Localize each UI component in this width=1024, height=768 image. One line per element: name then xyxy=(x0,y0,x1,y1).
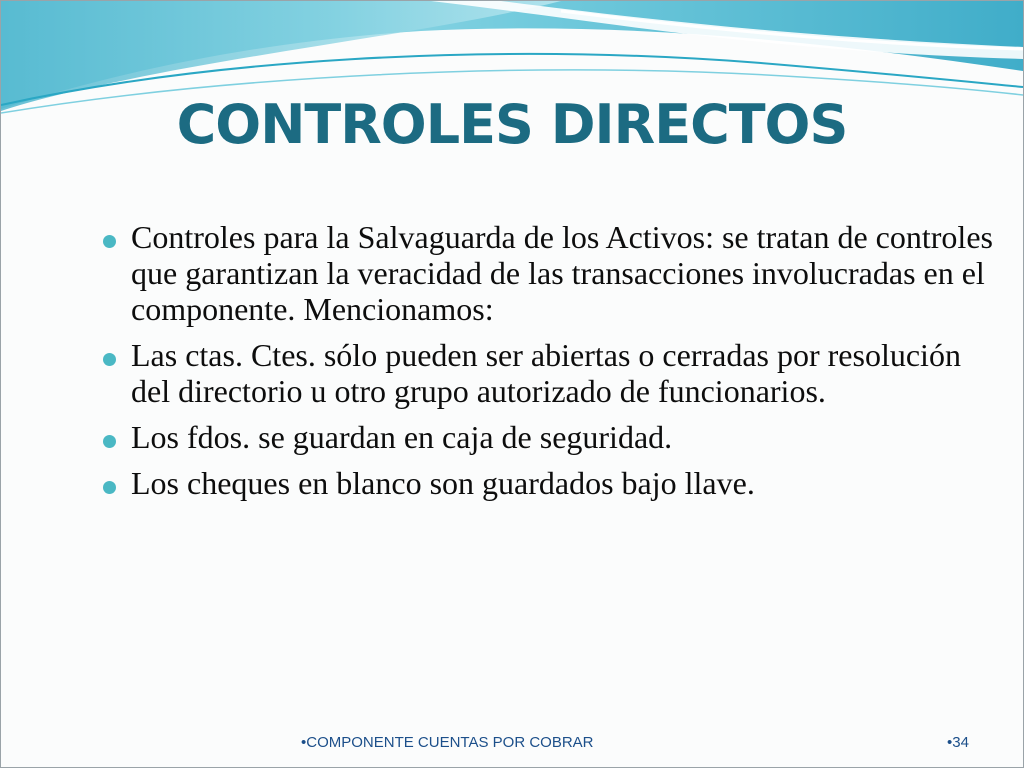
bullet-dot-icon xyxy=(103,235,116,248)
bullet-dot-icon xyxy=(103,353,116,366)
bullet-text: Las ctas. Ctes. sólo pueden ser abiertas o cerradas por resolución del directorio u otro grupo autorizado de funcionarios. xyxy=(131,337,961,409)
footer-text: •COMPONENTE CUENTAS POR COBRAR xyxy=(301,734,594,751)
bullet-dot-icon xyxy=(103,435,116,448)
bullet-item xyxy=(101,219,1001,327)
bullet-item xyxy=(101,337,1001,409)
bullet-list xyxy=(101,219,1001,511)
page-number: •34 xyxy=(947,734,969,751)
bullet-text: Controles para la Salvaguarda de los Activos: se tratan de controles que garantizan la veracidad de las transacciones involucradas en el componente. Mencionamos: xyxy=(131,219,993,327)
bullet-item xyxy=(101,419,1001,455)
bullet-dot-icon xyxy=(103,481,116,494)
bullet-text: Los cheques en blanco son guardados bajo llave. xyxy=(131,465,755,501)
bullet-item xyxy=(101,465,1001,501)
slide-title: CONTROLES DIRECTOS xyxy=(176,93,848,156)
bullet-text: Los fdos. se guardan en caja de seguridad. xyxy=(131,419,673,455)
